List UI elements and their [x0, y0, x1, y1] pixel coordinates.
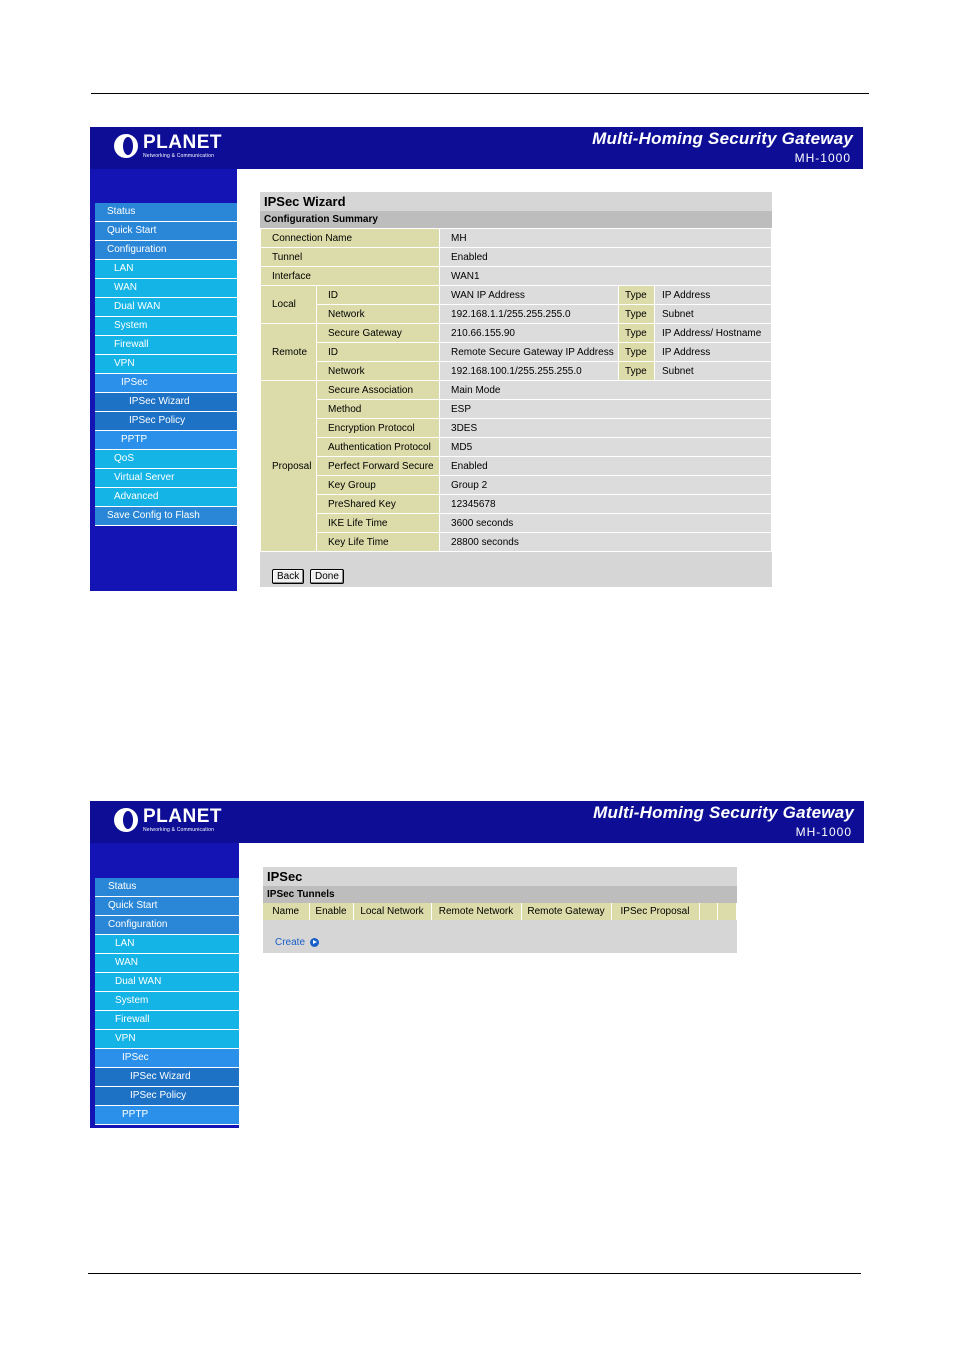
summary-label: Perfect Forward Secure — [317, 457, 440, 476]
summary-value: 210.66.155.90 — [440, 324, 619, 343]
nav-lan[interactable]: LAN — [95, 260, 237, 279]
ipsec-tunnels-screen — [90, 801, 864, 1128]
ipsec-wizard-panel — [260, 192, 772, 587]
summary-value: WAN1 — [440, 267, 772, 286]
nav-pptp[interactable]: PPTP — [95, 1106, 239, 1125]
sidebar — [90, 169, 237, 591]
type-value: Subnet — [655, 362, 772, 381]
table-row — [261, 305, 772, 324]
table-row — [261, 457, 772, 476]
summary-value: 192.168.1.1/255.255.255.0 — [440, 305, 619, 324]
summary-label: Network — [317, 305, 440, 324]
summary-label: Network — [317, 362, 440, 381]
summary-value: Group 2 — [440, 476, 772, 495]
nav-ipsec[interactable]: IPSec — [95, 1049, 239, 1068]
bottom-rule — [88, 1273, 861, 1274]
table-row — [261, 514, 772, 533]
product-title: Multi-Homing Security Gateway — [593, 803, 854, 822]
create-link[interactable] — [275, 937, 319, 948]
summary-label: Tunnel — [261, 248, 440, 267]
ipsec-tunnels-panel — [263, 867, 737, 953]
sidebar-nav — [95, 203, 237, 526]
summary-label: PreShared Key — [317, 495, 440, 514]
planet-logo — [114, 133, 222, 159]
planet-logo-icon — [114, 808, 138, 832]
done-button[interactable]: Done — [310, 569, 344, 584]
summary-value: 192.168.100.1/255.255.255.0 — [440, 362, 619, 381]
back-button[interactable]: Back — [272, 569, 304, 584]
summary-label: Encryption Protocol — [317, 419, 440, 438]
table-row — [261, 495, 772, 514]
nav-virtual-server[interactable]: Virtual Server — [95, 469, 237, 488]
nav-qos[interactable]: QoS — [95, 450, 237, 469]
column-header: Enable — [309, 903, 353, 920]
summary-label: ID — [317, 286, 440, 305]
top-rule — [91, 93, 869, 94]
summary-value: ESP — [440, 400, 772, 419]
nav-ipsec[interactable]: IPSec — [95, 374, 237, 393]
table-row — [261, 286, 772, 305]
brand-name: PLANET — [143, 132, 222, 153]
nav-configuration[interactable]: Configuration — [95, 916, 239, 935]
summary-label: Interface — [261, 267, 440, 286]
nav-vpn[interactable]: VPN — [95, 355, 237, 374]
sidebar-nav — [95, 878, 239, 1125]
type-label: Type — [619, 324, 655, 343]
arrow-right-icon[interactable] — [310, 938, 319, 947]
summary-label: Connection Name — [261, 229, 440, 248]
nav-save-config[interactable]: Save Config to Flash — [95, 507, 237, 526]
table-row — [261, 267, 772, 286]
panel-title: IPSec — [263, 867, 737, 886]
table-row — [261, 362, 772, 381]
section-title: Configuration Summary — [260, 211, 772, 228]
nav-quick-start[interactable]: Quick Start — [95, 897, 239, 916]
nav-pptp[interactable]: PPTP — [95, 431, 237, 450]
table-header-row — [263, 903, 737, 920]
column-header: Name — [263, 903, 309, 920]
type-value: IP Address/ Hostname — [655, 324, 772, 343]
nav-configuration[interactable]: Configuration — [95, 241, 237, 260]
planet-logo — [114, 807, 222, 833]
summary-label: Key Life Time — [317, 533, 440, 552]
brand-tagline: Networking & Communication — [143, 827, 215, 833]
summary-label: IKE Life Time — [317, 514, 440, 533]
table-row — [261, 248, 772, 267]
summary-label: Secure Gateway — [317, 324, 440, 343]
type-label: Type — [619, 286, 655, 305]
type-value: Subnet — [655, 305, 772, 324]
summary-value: 28800 seconds — [440, 533, 772, 552]
nav-lan[interactable]: LAN — [95, 935, 239, 954]
column-header: Remote Network — [431, 903, 521, 920]
summary-value: Remote Secure Gateway IP Address — [440, 343, 619, 362]
group-label-local: Local — [261, 286, 317, 324]
nav-advanced[interactable]: Advanced — [95, 488, 237, 507]
summary-value: Enabled — [440, 457, 772, 476]
summary-value: Main Mode — [440, 381, 772, 400]
product-model: MH-1000 — [794, 151, 851, 165]
nav-system[interactable]: System — [95, 317, 237, 336]
summary-value: Enabled — [440, 248, 772, 267]
brand-name: PLANET — [143, 806, 222, 827]
nav-wan[interactable]: WAN — [95, 279, 237, 298]
nav-ipsec-policy[interactable]: IPSec Policy — [95, 1087, 239, 1106]
summary-value: 12345678 — [440, 495, 772, 514]
summary-label: ID — [317, 343, 440, 362]
table-row — [261, 533, 772, 552]
type-label: Type — [619, 343, 655, 362]
nav-ipsec-wizard[interactable]: IPSec Wizard — [95, 1068, 239, 1087]
ipsec-wizard-screen — [90, 127, 863, 591]
panel-title: IPSec Wizard — [260, 192, 772, 211]
table-row — [261, 476, 772, 495]
summary-label: Method — [317, 400, 440, 419]
nav-system[interactable]: System — [95, 992, 239, 1011]
nav-firewall[interactable]: Firewall — [95, 336, 237, 355]
header-banner — [90, 127, 863, 169]
summary-label: Secure Association — [317, 381, 440, 400]
table-row — [261, 438, 772, 457]
type-value: IP Address — [655, 343, 772, 362]
summary-value: MD5 — [440, 438, 772, 457]
summary-value: 3DES — [440, 419, 772, 438]
table-row — [261, 400, 772, 419]
table-row — [261, 343, 772, 362]
planet-logo-icon — [114, 134, 138, 158]
nav-quick-start[interactable]: Quick Start — [95, 222, 237, 241]
nav-ipsec-wizard[interactable]: IPSec Wizard — [95, 393, 237, 412]
column-header: Local Network — [353, 903, 431, 920]
nav-vpn[interactable]: VPN — [95, 1030, 239, 1049]
summary-label: Authentication Protocol — [317, 438, 440, 457]
column-header: IPSec Proposal — [611, 903, 699, 920]
column-header — [699, 903, 717, 920]
group-label-proposal: Proposal — [261, 381, 317, 552]
header-banner — [90, 801, 864, 843]
brand-tagline: Networking & Communication — [143, 153, 215, 159]
nav-ipsec-policy[interactable]: IPSec Policy — [95, 412, 237, 431]
summary-value: MH — [440, 229, 772, 248]
table-row — [261, 419, 772, 438]
type-label: Type — [619, 305, 655, 324]
product-model: MH-1000 — [795, 825, 852, 839]
nav-dual-wan[interactable]: Dual WAN — [95, 298, 237, 317]
summary-label: Key Group — [317, 476, 440, 495]
type-label: Type — [619, 362, 655, 381]
summary-value: 3600 seconds — [440, 514, 772, 533]
summary-value: WAN IP Address — [440, 286, 619, 305]
ipsec-tunnels-table — [263, 903, 737, 920]
create-label[interactable]: Create — [275, 937, 306, 948]
configuration-summary-table — [260, 228, 772, 552]
nav-wan[interactable]: WAN — [95, 954, 239, 973]
column-header — [717, 903, 737, 920]
table-row — [261, 381, 772, 400]
sidebar — [90, 843, 239, 1128]
nav-dual-wan[interactable]: Dual WAN — [95, 973, 239, 992]
nav-firewall[interactable]: Firewall — [95, 1011, 239, 1030]
section-title: IPSec Tunnels — [263, 886, 737, 903]
column-header: Remote Gateway — [521, 903, 611, 920]
group-label-remote: Remote — [261, 324, 317, 381]
product-title: Multi-Homing Security Gateway — [592, 129, 853, 148]
nav-status[interactable]: Status — [95, 878, 239, 897]
table-row — [261, 324, 772, 343]
table-row — [261, 229, 772, 248]
type-value: IP Address — [655, 286, 772, 305]
nav-status[interactable]: Status — [95, 203, 237, 222]
